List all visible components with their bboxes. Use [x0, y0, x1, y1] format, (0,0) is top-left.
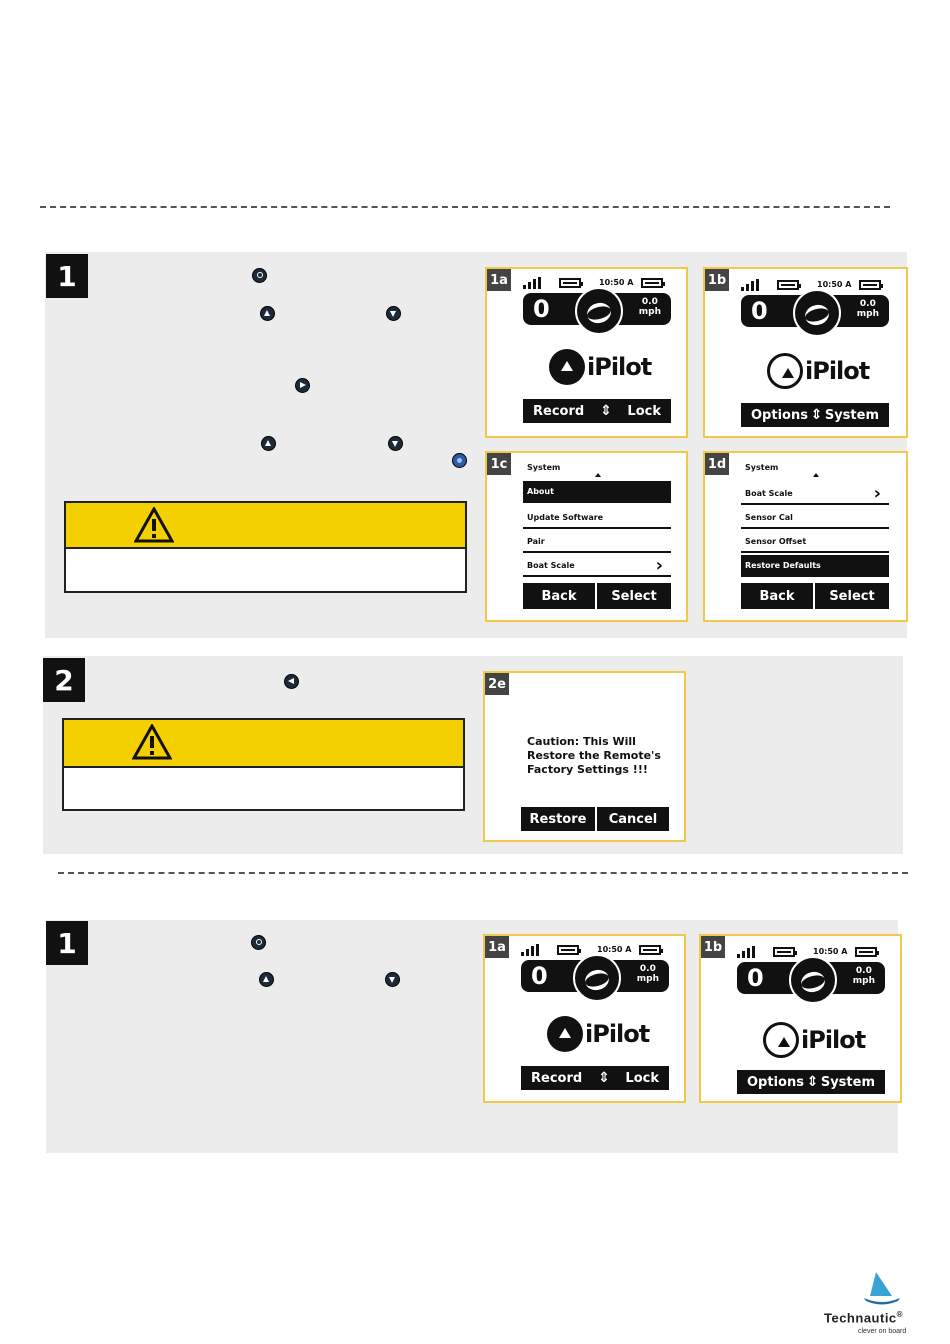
- warning-triangle-icon: [132, 724, 172, 760]
- heading-dial-icon: [575, 287, 623, 335]
- screen-tag: 1b: [705, 269, 729, 291]
- select-button-icon: [452, 453, 467, 468]
- up-button-icon: [261, 436, 276, 451]
- updown-arrows-icon: ⇕: [806, 1074, 819, 1090]
- speed-bar: [737, 962, 885, 994]
- speed-bar: [741, 295, 889, 327]
- menu-item: Boat Scale ›: [523, 555, 671, 577]
- softkey-bar: [741, 403, 889, 427]
- chevron-right-icon: ›: [655, 554, 663, 576]
- menu-item: Boat Scale ›: [741, 483, 889, 505]
- remote-battery-icon: [559, 278, 581, 288]
- softkey-right: Select: [815, 583, 889, 609]
- softkey-bar: [741, 583, 889, 609]
- signal-icon: [737, 946, 759, 958]
- softkey-bar: [521, 1066, 669, 1090]
- clock: 10:50 A: [817, 280, 852, 289]
- ipilot-logo: iPilot: [763, 1022, 865, 1058]
- softkey-right: System: [824, 407, 879, 423]
- softkey-bar: [523, 399, 671, 423]
- screen-1d: [703, 451, 908, 622]
- speed-readout: 0.0 mph: [638, 297, 661, 317]
- screen-2e: [483, 671, 686, 842]
- caution-message: Caution: This Will Restore the Remote's Factory Settings !!!: [527, 735, 661, 776]
- scroll-up-icon: [595, 473, 601, 477]
- clock: 10:50 A: [813, 947, 848, 956]
- down-button-icon: [385, 972, 400, 987]
- section-divider-top: [40, 206, 890, 208]
- step-number-1-second: 1: [46, 921, 88, 965]
- sailboat-icon: [862, 1270, 902, 1306]
- restore-button[interactable]: Restore: [521, 807, 595, 831]
- screen-tag: 1a: [485, 936, 509, 958]
- speed-main: 0: [747, 964, 764, 992]
- softkey-left: Back: [523, 583, 595, 609]
- section-divider-middle: [58, 872, 908, 874]
- menu-item: Restore Defaults: [741, 555, 889, 577]
- ipilot-logo: iPilot: [547, 1016, 649, 1052]
- clock: 10:50 A: [599, 278, 634, 287]
- updown-arrows-icon: ⇕: [597, 1070, 610, 1086]
- dialog-buttons: [521, 807, 669, 831]
- screen-1c: [485, 451, 688, 622]
- speed-bar: [523, 293, 671, 325]
- speed-main: 0: [751, 297, 768, 325]
- softkey-right: Lock: [627, 403, 661, 419]
- ipilot-logo: iPilot: [767, 353, 869, 389]
- softkey-bar: [523, 583, 671, 609]
- heading-dial-icon: [793, 289, 841, 337]
- menu-title: System: [527, 463, 561, 472]
- technautic-logo: [822, 1270, 942, 1340]
- remote-battery-icon: [557, 945, 579, 955]
- softkey-left: Record: [533, 403, 585, 419]
- up-button-icon: [259, 972, 274, 987]
- speed-bar: [521, 960, 669, 992]
- warning-triangle-icon: [134, 507, 174, 543]
- left-button-icon: [284, 674, 299, 689]
- remote-battery-icon: [773, 947, 795, 957]
- updown-arrows-icon: ⇕: [599, 403, 612, 419]
- speed-main: 0: [531, 962, 548, 990]
- signal-icon: [741, 279, 763, 291]
- battery-icon: [859, 280, 881, 290]
- speed-readout: 0.0 mph: [852, 966, 875, 986]
- battery-icon: [639, 945, 661, 955]
- ipilot-logo: iPilot: [549, 349, 651, 385]
- down-button-icon: [386, 306, 401, 321]
- screen-tag: 1d: [705, 453, 729, 475]
- softkey-right: System: [820, 1074, 875, 1090]
- menu-item: Sensor Offset: [741, 531, 889, 553]
- speed-readout: 0.0 mph: [636, 964, 659, 984]
- screen-1a-second: [483, 934, 686, 1103]
- scroll-up-icon: [813, 473, 819, 477]
- softkey-left: Options: [747, 1074, 804, 1090]
- updown-arrows-icon: ⇕: [810, 407, 823, 423]
- menu-item: About: [523, 481, 671, 503]
- screen-1b: [703, 267, 908, 438]
- brand-tagline: clever on board: [858, 1328, 907, 1335]
- battery-icon: [855, 947, 877, 957]
- speed-readout: 0.0 mph: [856, 299, 879, 319]
- warning-header: [66, 503, 465, 549]
- screen-tag: 1a: [487, 269, 511, 291]
- screen-tag: 2e: [485, 673, 509, 695]
- menu-item: Sensor Cal: [741, 507, 889, 529]
- softkey-left: Record: [531, 1070, 583, 1086]
- clock: 10:50 A: [597, 945, 632, 954]
- warning-box: [64, 501, 467, 593]
- warning-header: [64, 720, 463, 768]
- menu-title: System: [745, 463, 779, 472]
- menu-item: Pair: [523, 531, 671, 553]
- menu-item: Update Software: [523, 507, 671, 529]
- softkey-right: Select: [597, 583, 671, 609]
- signal-icon: [521, 944, 543, 956]
- right-button-icon: [295, 378, 310, 393]
- cancel-button[interactable]: Cancel: [597, 807, 669, 831]
- screen-tag: 1b: [701, 936, 725, 958]
- softkey-right: Lock: [625, 1070, 659, 1086]
- battery-icon: [641, 278, 663, 288]
- screen-1b-second: [699, 934, 902, 1103]
- screen-1a: [485, 267, 688, 438]
- signal-icon: [523, 277, 545, 289]
- softkey-left: Options: [751, 407, 808, 423]
- warning-box: [62, 718, 465, 811]
- down-button-icon: [388, 436, 403, 451]
- heading-dial-icon: [573, 954, 621, 1002]
- remote-battery-icon: [777, 280, 799, 290]
- power-button-icon: [252, 268, 267, 283]
- speed-main: 0: [533, 295, 550, 323]
- screen-tag: 1c: [487, 453, 511, 475]
- chevron-right-icon: ›: [873, 482, 881, 504]
- step-number-1: 1: [46, 254, 88, 298]
- power-button-icon: [251, 935, 266, 950]
- heading-dial-icon: [789, 956, 837, 1004]
- softkey-bar: [737, 1070, 885, 1094]
- brand-name: Technautic®: [824, 1310, 904, 1326]
- softkey-left: Back: [741, 583, 813, 609]
- step-number-2: 2: [43, 658, 85, 702]
- up-button-icon: [260, 306, 275, 321]
